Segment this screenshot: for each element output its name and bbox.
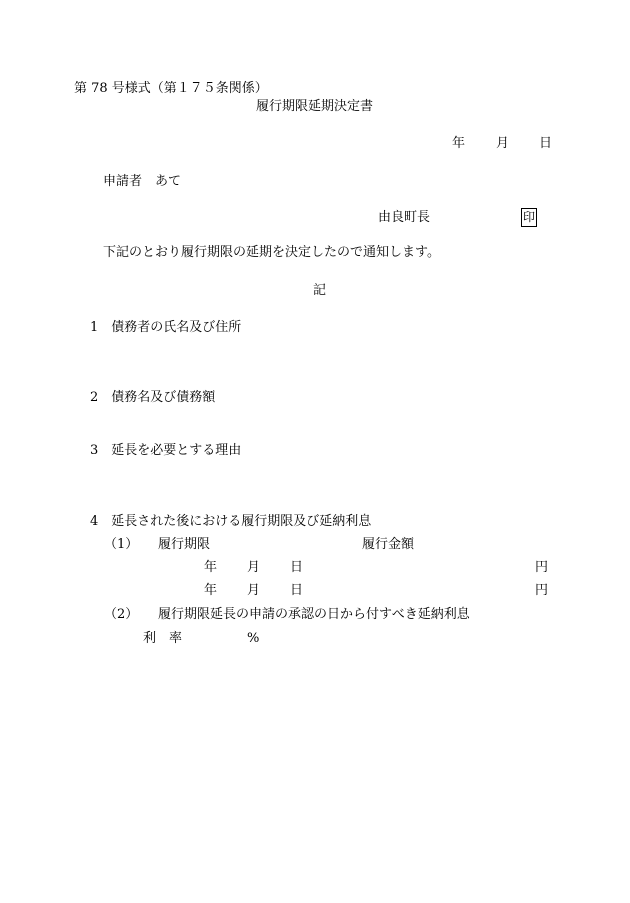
row-2-month-label: 月 <box>247 583 261 598</box>
performance-amount-label: 履行金額 <box>362 537 415 552</box>
percent-sign: % <box>247 631 260 646</box>
record-heading: 記 <box>313 283 327 298</box>
row-2-yen-label: 円 <box>535 583 549 598</box>
seal-stamp: 印 <box>521 208 537 227</box>
addressee: 申請者 あて <box>103 174 182 189</box>
item-3-label: 3 延長を必要とする理由 <box>90 443 242 458</box>
document-title: 履行期限延期決定書 <box>256 99 374 114</box>
body-text: 下記のとおり履行期限の延期を決定したので通知します。 <box>103 245 440 260</box>
form-number: 第 78 号様式（第１７５条関係） <box>74 81 268 96</box>
sub-item-2-number: （2） <box>104 607 139 622</box>
sub-item-2-label: 履行期限延長の申請の承認の日から付すべき延納利息 <box>158 607 470 622</box>
interest-rate-label: 利 率 <box>143 631 183 646</box>
sub-item-1-label: 履行期限 <box>158 537 211 552</box>
date-day-label: 日 <box>539 136 553 151</box>
issuer-name: 由良町長 <box>378 210 431 225</box>
date-year-label: 年 <box>452 136 466 151</box>
row-2-year-label: 年 <box>204 583 218 598</box>
row-1-day-label: 日 <box>290 560 304 575</box>
sub-item-1-number: （1） <box>104 537 139 552</box>
item-2-label: 2 債務名及び債務額 <box>90 390 216 405</box>
date-month-label: 月 <box>496 136 510 151</box>
row-1-year-label: 年 <box>204 560 218 575</box>
row-1-month-label: 月 <box>247 560 261 575</box>
item-1-label: 1 債務者の氏名及び住所 <box>90 320 242 335</box>
row-2-day-label: 日 <box>290 583 304 598</box>
item-4-label: 4 延長された後における履行期限及び延納利息 <box>90 514 372 529</box>
row-1-yen-label: 円 <box>535 560 549 575</box>
